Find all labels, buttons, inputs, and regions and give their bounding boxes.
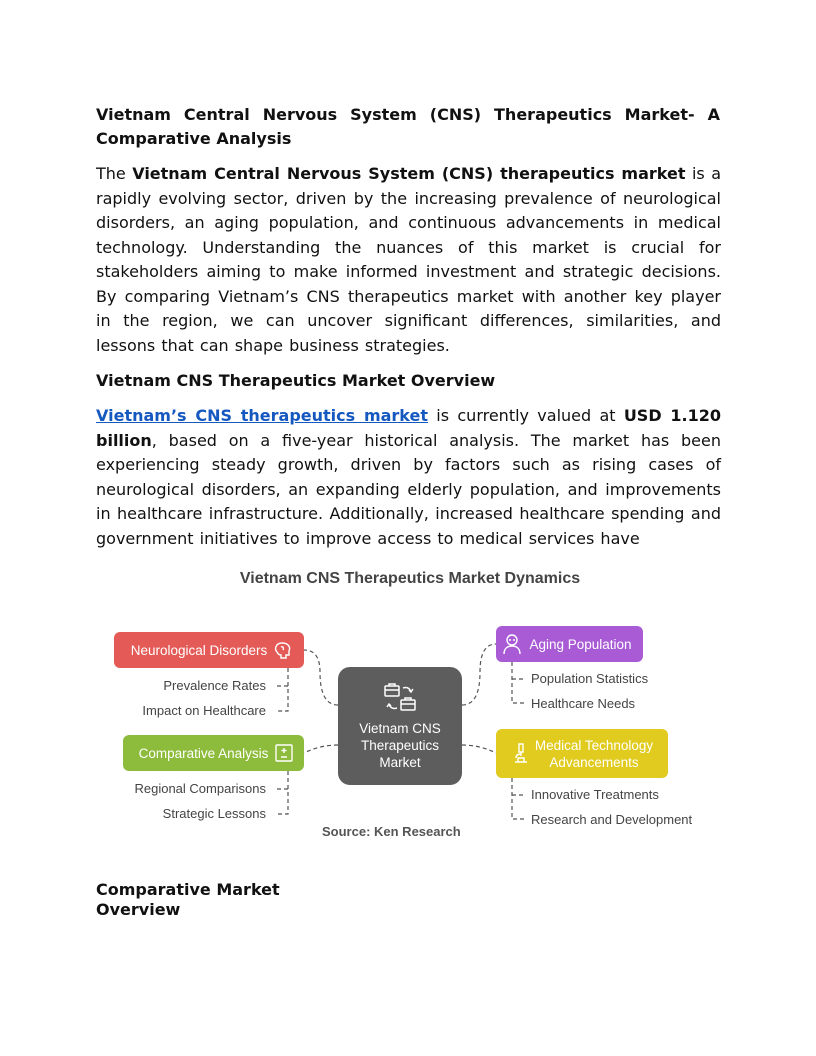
briefcase-exchange-icon: [383, 682, 417, 714]
intro-lead: The: [96, 164, 133, 183]
overview-text-1: is currently valued at: [428, 406, 624, 425]
plus-minus-icon: [274, 743, 294, 763]
sub-prevalence-rates: Prevalence Rates: [163, 678, 266, 693]
sub-regional-comparisons: Regional Comparisons: [134, 781, 266, 796]
intro-bold: Vietnam Central Nervous System (CNS) therapeutics market: [132, 164, 686, 183]
connector-medtech: [462, 745, 496, 753]
center-label-line-3: Market: [379, 754, 421, 770]
sub-innovative-treatments: Innovative Treatments: [531, 787, 659, 802]
market-link[interactable]: Vietnam’s CNS therapeutics market: [96, 406, 429, 425]
center-node: [338, 667, 462, 785]
overview-paragraph: [96, 404, 721, 548]
overview-text-2: , based on a five-year historical analysis. The market has been experiencing steady growth, driven by factors such as rising cases of neurological disorders, an expanding elderly population, and improvements in healthcare infrastructure. Additionally, increased healthcare spending and government initiatives to improve access to medical services have: [96, 430, 721, 548]
page-title: Vietnam Central Nervous System (CNS) Therapeutics Market- A Comparative Analysis: [96, 105, 720, 148]
infographic-title: Vietnam CNS Therapeutics Market Dynamics: [239, 570, 581, 587]
node-aging-population: [496, 626, 643, 662]
node-neurological-disorders: [114, 632, 304, 668]
infographic-source: Source: Ken Research: [322, 824, 461, 839]
intro-paragraph: [96, 162, 721, 358]
overview-heading: Vietnam CNS Therapeutics Market Overview: [96, 371, 496, 390]
sub-healthcare-needs: Healthcare Needs: [531, 696, 636, 711]
center-label-line-1: Vietnam CNS: [359, 720, 441, 736]
node-medical-technology-label-line-1: Medical Technology: [534, 737, 654, 753]
market-value: USD 1.120 billion: [96, 406, 721, 450]
market-dynamics-infographic: [100, 562, 720, 852]
connector-comparative: [304, 745, 338, 753]
connector-neuro: [304, 650, 338, 705]
brain-icon: [273, 640, 293, 660]
center-label-line-2: Therapeutics: [360, 737, 440, 753]
connector-aging: [462, 644, 496, 705]
sub-population-statistics: Population Statistics: [531, 671, 649, 686]
node-medical-technology: [496, 729, 668, 778]
microscope-icon: [513, 742, 529, 766]
sub-strategic-lessons: Strategic Lessons: [162, 806, 266, 821]
elderly-person-icon: [501, 633, 523, 655]
node-aging-population-label: Aging Population: [529, 636, 632, 652]
comparative-heading: Comparative Market Overview: [96, 880, 280, 919]
node-comparative-analysis: [123, 735, 304, 771]
sub-research-and-development: Research and Development: [531, 812, 693, 827]
node-medical-technology-label-line-2: Advancements: [549, 754, 639, 770]
sub-impact-on-healthcare: Impact on Healthcare: [142, 703, 266, 718]
intro-rest: is a rapidly evolving sector, driven by the increasing prevalence of neurological disorders, an aging population, and continuous advancements in medical technology. Understanding the nuances of this market is crucial for stakeholders aiming to make informed investment and strategic decisions. By comparing Vietnam’s CNS therapeutics market with another key player in the region, we can uncover significant differences, similarities, and lessons that can shape business strategies.: [96, 164, 721, 355]
node-neurological-disorders-label: Neurological Disorders: [130, 642, 268, 658]
node-comparative-analysis-label: Comparative Analysis: [138, 745, 269, 761]
